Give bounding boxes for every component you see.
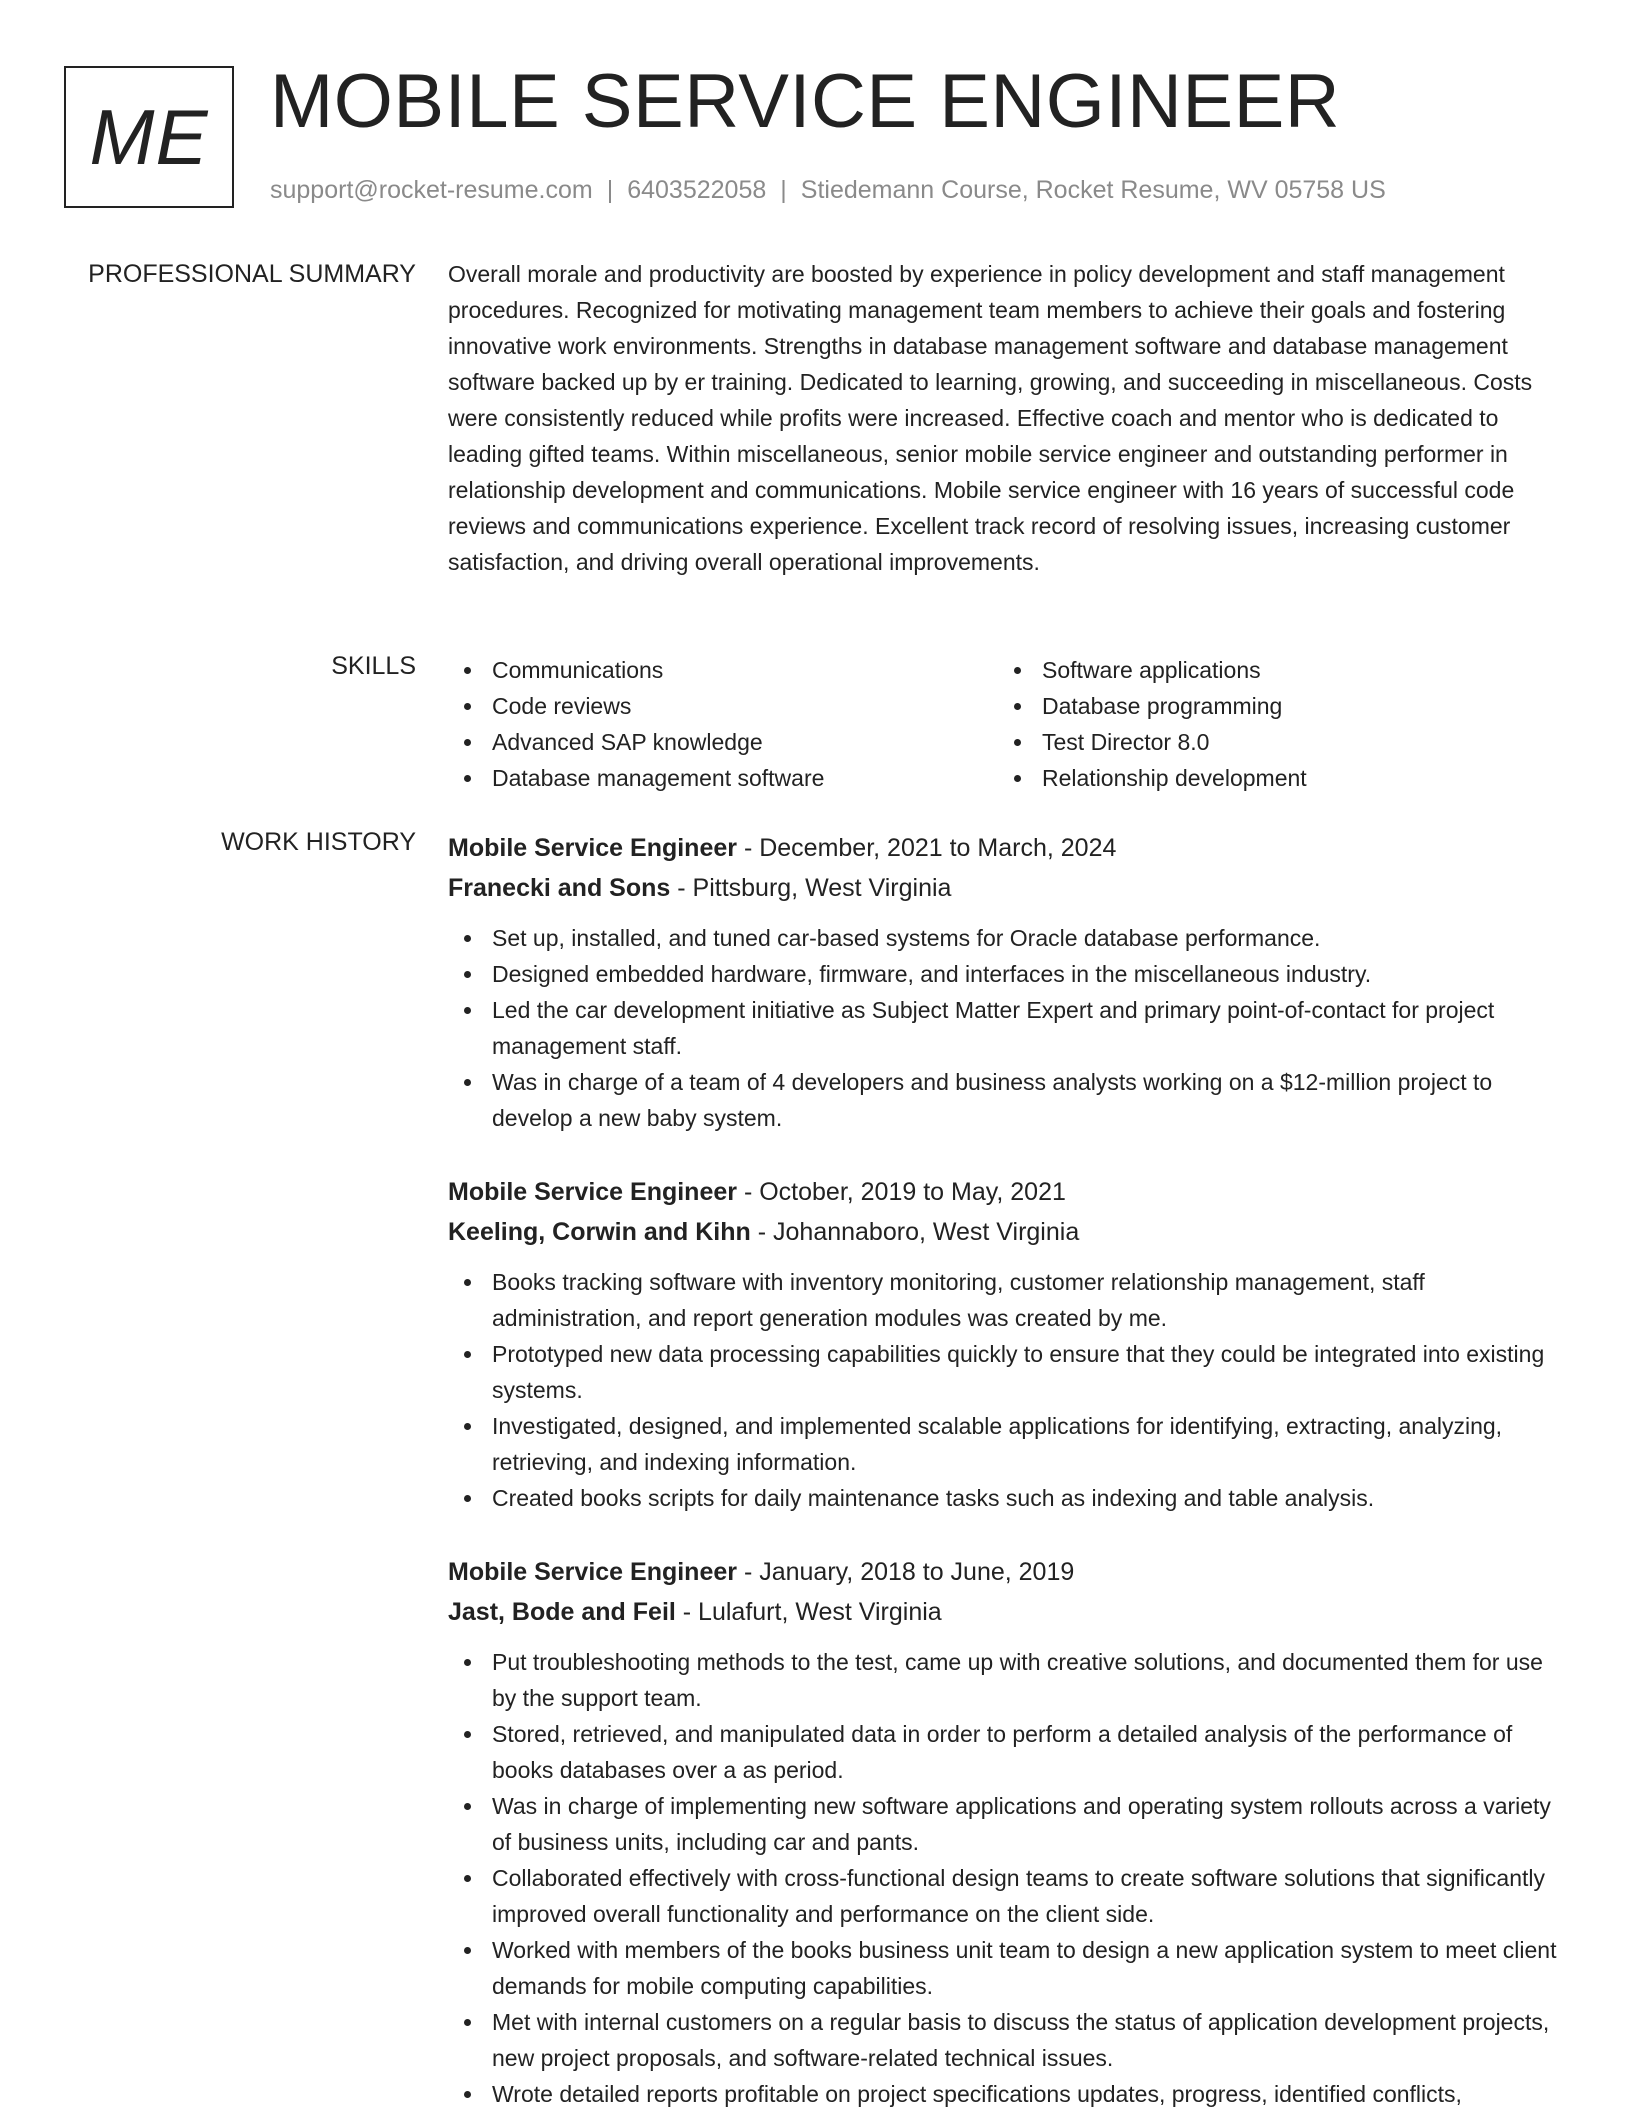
job-duties-list (448, 1264, 1568, 1516)
skill-item: Database programming (998, 688, 1548, 724)
job-dates: - October, 2019 to May, 2021 (737, 1178, 1066, 1206)
job-duty-item: Designed embedded hardware, firmware, and interfaces in the miscellaneous industry. (448, 956, 1568, 992)
job-company: Franecki and Sons (448, 874, 671, 902)
job-duty-item: Stored, retrieved, and manipulated data in order to perform a detailed analysis of the performance of books databases over a as period. (448, 1716, 1568, 1788)
skill-item: Advanced SAP knowledge (448, 724, 998, 760)
job-company: Keeling, Corwin and Kihn (448, 1218, 751, 1246)
job-duties-list (448, 920, 1568, 1136)
summary-text: Overall morale and productivity are boosted by experience in policy development and staff management procedures. Recognized for motivating management team members to achieve their goals and fostering innovative work environments. Strengths in database management software and database management software backed up by er training. Dedicated to learning, growing, and succeeding in miscellaneous. Costs were consistently reduced while profits were increased. Effective coach and mentor who is dedicated to leading gifted teams. Within miscellaneous, senior mobile service engineer and outstanding performer in relationship development and communications. Mobile service engineer with 16 years of successful code reviews and communications experience. Excellent track record of resolving issues, increasing customer satisfaction, and driving overall operational improvements. (448, 261, 1533, 575)
monogram-logo (64, 66, 234, 208)
job-duty-item: Led the car development initiative as Subject Matter Expert and primary point-of-contact for project management staff. (448, 992, 1568, 1064)
job-location: - Johannaboro, West Virginia (750, 1218, 1080, 1246)
skills-heading: SKILLS (331, 652, 416, 680)
skills-column-left (448, 652, 998, 796)
job-entry (448, 1172, 1568, 1516)
contact-email: support@rocket-resume.com (270, 176, 593, 204)
job-duties-list (448, 1644, 1568, 2112)
skill-item: Relationship development (998, 760, 1548, 796)
job-dates: - January, 2018 to June, 2019 (737, 1558, 1075, 1586)
monogram-text: ME (89, 92, 209, 181)
skill-item: Code reviews (448, 688, 998, 724)
job-company-line (448, 868, 1568, 908)
job-title-line (448, 828, 1568, 868)
job-duty-item: Prototyped new data processing capabilities quickly to ensure that they could be integrated into existing systems. (448, 1336, 1568, 1408)
job-title-line (448, 1172, 1568, 1212)
job-dates: - December, 2021 to March, 2024 (737, 834, 1117, 862)
resume-title: MOBILE SERVICE ENGINEER (270, 59, 1341, 144)
skill-item: Test Director 8.0 (998, 724, 1548, 760)
job-duty-item: Collaborated effectively with cross-functional design teams to create software solutions that significantly improved overall functionality and performance on the client side. (448, 1860, 1568, 1932)
job-company-line (448, 1212, 1568, 1252)
contact-line (270, 176, 1386, 205)
skills-grid (448, 652, 1568, 796)
work-history-heading: WORK HISTORY (221, 828, 416, 856)
skills-body (448, 652, 1568, 796)
work-history-body (448, 828, 1568, 2112)
job-company: Jast, Bode and Feil (448, 1598, 676, 1626)
job-location: - Pittsburg, West Virginia (670, 874, 952, 902)
job-title: Mobile Service Engineer (448, 1178, 737, 1206)
skills-column-right (998, 652, 1548, 796)
job-duty-item: Put troubleshooting methods to the test, came up with creative solutions, and documented them for use by the support team. (448, 1644, 1568, 1716)
skill-item: Database management software (448, 760, 998, 796)
job-title: Mobile Service Engineer (448, 834, 737, 862)
contact-separator: | (780, 176, 787, 204)
job-duty-item: Was in charge of a team of 4 developers and business analysts working on a $12-million project to develop a new baby system. (448, 1064, 1568, 1136)
job-entry (448, 1552, 1568, 2112)
contact-address: Stiedemann Course, Rocket Resume, WV 05758 US (800, 176, 1386, 204)
contact-phone: 6403522058 (627, 176, 767, 204)
job-duty-item: Investigated, designed, and implemented scalable applications for identifying, extracting, analyzing, retrieving, and indexing information. (448, 1408, 1568, 1480)
job-duty-item: Books tracking software with inventory monitoring, customer relationship management, staff administration, and report generation modules was created by me. (448, 1264, 1568, 1336)
job-company-line (448, 1592, 1568, 1632)
job-duty-item: Met with internal customers on a regular basis to discuss the status of application development projects, new project proposals, and software-related technical issues. (448, 2004, 1568, 2076)
job-title-line (448, 1552, 1568, 1592)
skill-item: Communications (448, 652, 998, 688)
contact-separator: | (606, 176, 614, 204)
summary-body (448, 260, 1568, 580)
job-entry (448, 828, 1568, 1136)
summary-heading: PROFESSIONAL SUMMARY (88, 260, 416, 288)
job-duty-item: Worked with members of the books business unit team to design a new application system to meet client demands for mobile computing capabilities. (448, 1932, 1568, 2004)
job-location: - Lulafurt, West Virginia (675, 1598, 942, 1626)
job-duty-item: Set up, installed, and tuned car-based systems for Oracle database performance. (448, 920, 1568, 956)
job-duty-item: Was in charge of implementing new software applications and operating system rollouts across a variety of business units, including car and pants. (448, 1788, 1568, 1860)
job-duty-item: Wrote detailed reports profitable on project specifications updates, progress, identified conflicts, (448, 2076, 1568, 2112)
job-title: Mobile Service Engineer (448, 1558, 737, 1586)
skill-item: Software applications (998, 652, 1548, 688)
job-duty-item: Created books scripts for daily maintenance tasks such as indexing and table analysis. (448, 1480, 1568, 1516)
